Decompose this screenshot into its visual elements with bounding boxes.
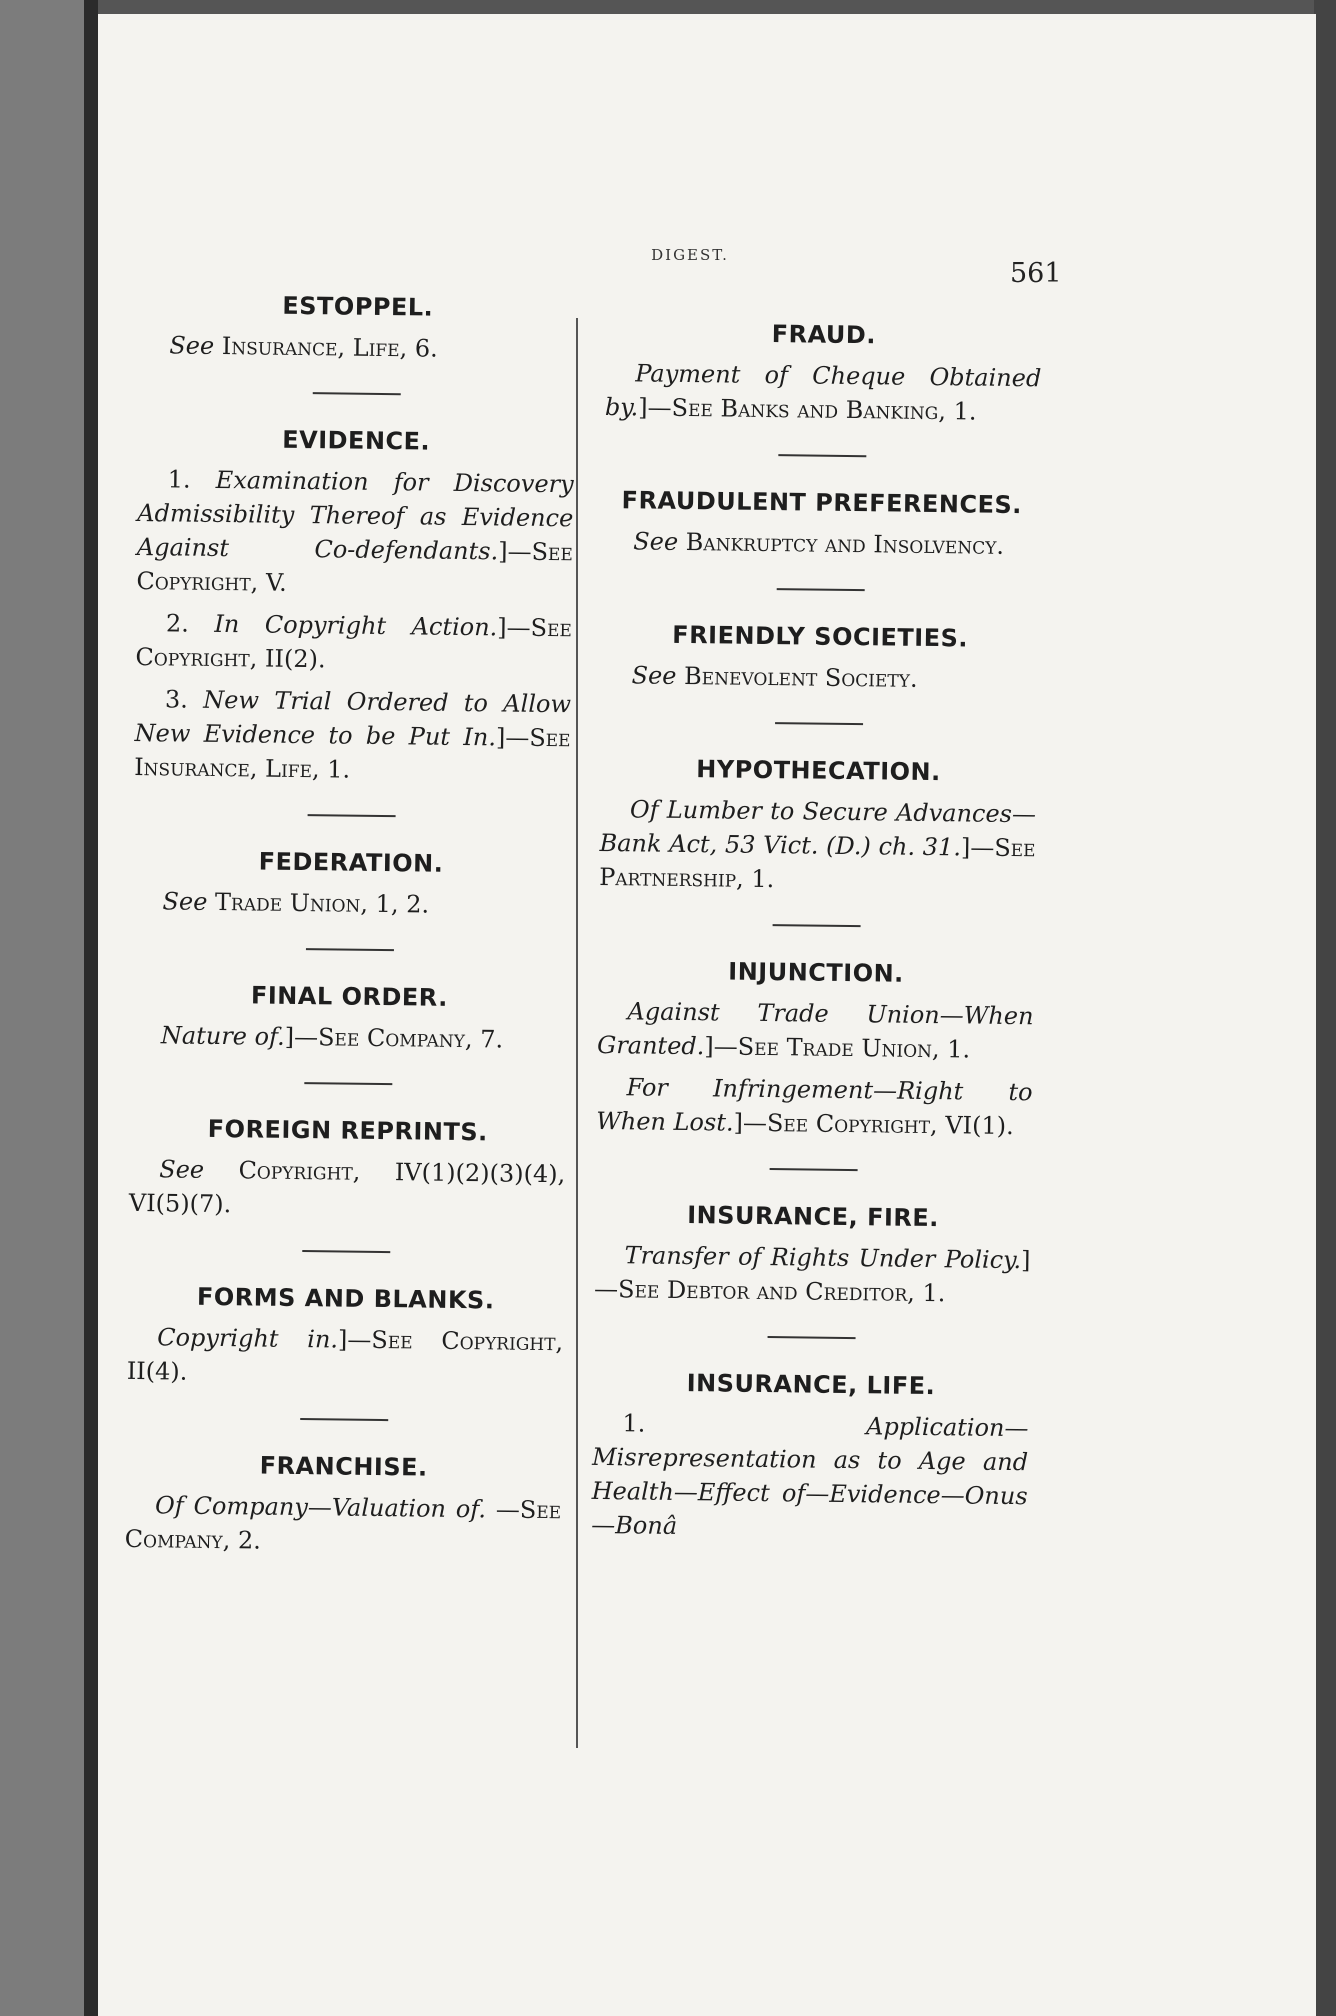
index-entry [134,682,571,789]
index-entry [131,1018,567,1057]
entry-reference: ]—See Copyright, II(2). [135,613,573,674]
entry-subject: Of Company—Valuation of. [154,1491,487,1524]
section-divider [306,948,394,951]
entry-subject: For Infringement—Right to When Lost. [596,1073,1033,1137]
page-number: 561 [1010,258,1062,289]
entry-reference: ]—See Insurance, Life, 1. [134,723,571,784]
index-entry [603,524,1039,563]
entry-subject: Copyright in. [157,1323,339,1354]
entry-subject: See [169,331,215,360]
entry-reference: ]—See Debtor and Creditor, 1. [593,1246,1031,1308]
index-heading: FRIENDLY SOCIETIES. [672,620,969,653]
index-heading: INJUNCTION. [728,957,904,988]
index-entry [594,1238,1031,1311]
entry-subject: New Trial Ordered to Allow New Evidence to be Put In. [134,685,572,752]
index-heading: FOREIGN REPRINTS. [207,1114,488,1147]
index-heading: FRAUDULENT PREFERENCES. [621,486,1023,520]
entry-reference: Trade Union, 1, 2. [207,887,430,919]
entry-number: 1. [167,465,216,494]
index-heading: FINAL ORDER. [250,981,448,1012]
index-heading: HYPOTHECATION. [696,755,941,787]
entry-reference: ]—See Company, 7. [284,1022,504,1054]
entry-subject: See [633,527,679,556]
entry-subject: Payment of Cheque Obtained by. [604,359,1042,422]
entry-subject: See [159,1155,205,1184]
index-entry [132,884,568,923]
right-column [591,318,1042,1555]
entry-reference: ]—See Trade Union, 1. [704,1032,971,1064]
index-heading: EVIDENCE. [282,425,431,456]
index-heading: INSURANCE, LIFE. [686,1369,936,1401]
index-heading: FRANCHISE. [259,1451,428,1482]
index-heading: FRAUD. [771,320,877,350]
entry-reference: —See Company, 2. [124,1495,562,1555]
section-divider [775,722,863,725]
section-divider [773,924,861,927]
entry-subject: Application—Misrepresentation as to Age and Health—Effect of—Evidence—Onus—Bonâ [591,1412,1029,1540]
scan-binding-shadow [84,0,98,2016]
index-entry [591,1406,1029,1547]
section-divider [768,1336,856,1339]
section-divider [304,1082,392,1085]
entry-number: 3. [164,685,204,714]
scan-right-edge [1314,0,1336,2016]
entry-subject: In Copyright Action. [214,609,498,642]
index-heading: ESTOPPEL. [282,291,434,322]
entry-number: 1. [622,1409,867,1441]
entry-reference: ]—See Partnership, 1. [598,833,1036,894]
index-heading: FEDERATION. [258,847,444,878]
entry-reference: ]—See Copyright, V. [136,537,573,597]
entry-reference: Insurance, Life, 6. [214,331,438,363]
index-heading: INSURANCE, FIRE. [687,1201,940,1233]
running-head: DIGEST. [651,246,729,264]
index-entry [125,1488,562,1561]
index-entry [129,1152,566,1225]
entry-reference: Copyright, IV(1)(2)(3)(4), VI(5)(7). [128,1155,566,1219]
section-divider [308,814,396,817]
index-heading: FORMS AND BLANKS. [196,1282,495,1315]
section-divider [770,1168,858,1171]
section-divider [777,588,865,591]
entry-number: 2. [165,609,215,638]
section-divider [313,392,401,395]
index-entry [135,606,572,679]
entry-reference: Bankruptcy and Insolvency. [677,527,1005,560]
index-entry [605,356,1042,429]
entry-reference: ]—See Copyright, II(4). [126,1325,564,1386]
entry-subject: Of Lumber to Secure Advances—Bank Act, 53 Vict. (D.) ch. 31. [599,795,1037,862]
entry-subject: See [631,661,677,690]
entry-subject: Transfer of Rights Under Policy. [624,1241,1022,1275]
entry-subject: Against Trade Union—When Granted. [596,997,1034,1061]
entry-subject: Examination for Discovery Admissibility Thereof as Evidence Against Co-defendants. [136,465,574,566]
index-entry [597,994,1034,1067]
section-divider [302,1250,390,1253]
index-entry [127,1320,564,1393]
section-divider [300,1418,388,1421]
index-entry [596,1070,1033,1143]
index-entry [601,658,1037,697]
entry-reference: Benevolent Society. [676,661,918,693]
entry-reference: ]—See Copyright, VI(1). [733,1108,1014,1141]
entry-subject: See [162,887,208,916]
entry-reference: ]—See Banks and Banking, 1. [638,393,977,426]
column-rule [576,318,578,1748]
scan-left-page-edge [0,0,84,2016]
index-entry [139,328,575,367]
entry-subject: Nature of. [160,1021,285,1051]
index-entry [599,792,1036,899]
left-column [124,290,576,1569]
index-entry [136,462,574,603]
section-divider [778,454,866,457]
